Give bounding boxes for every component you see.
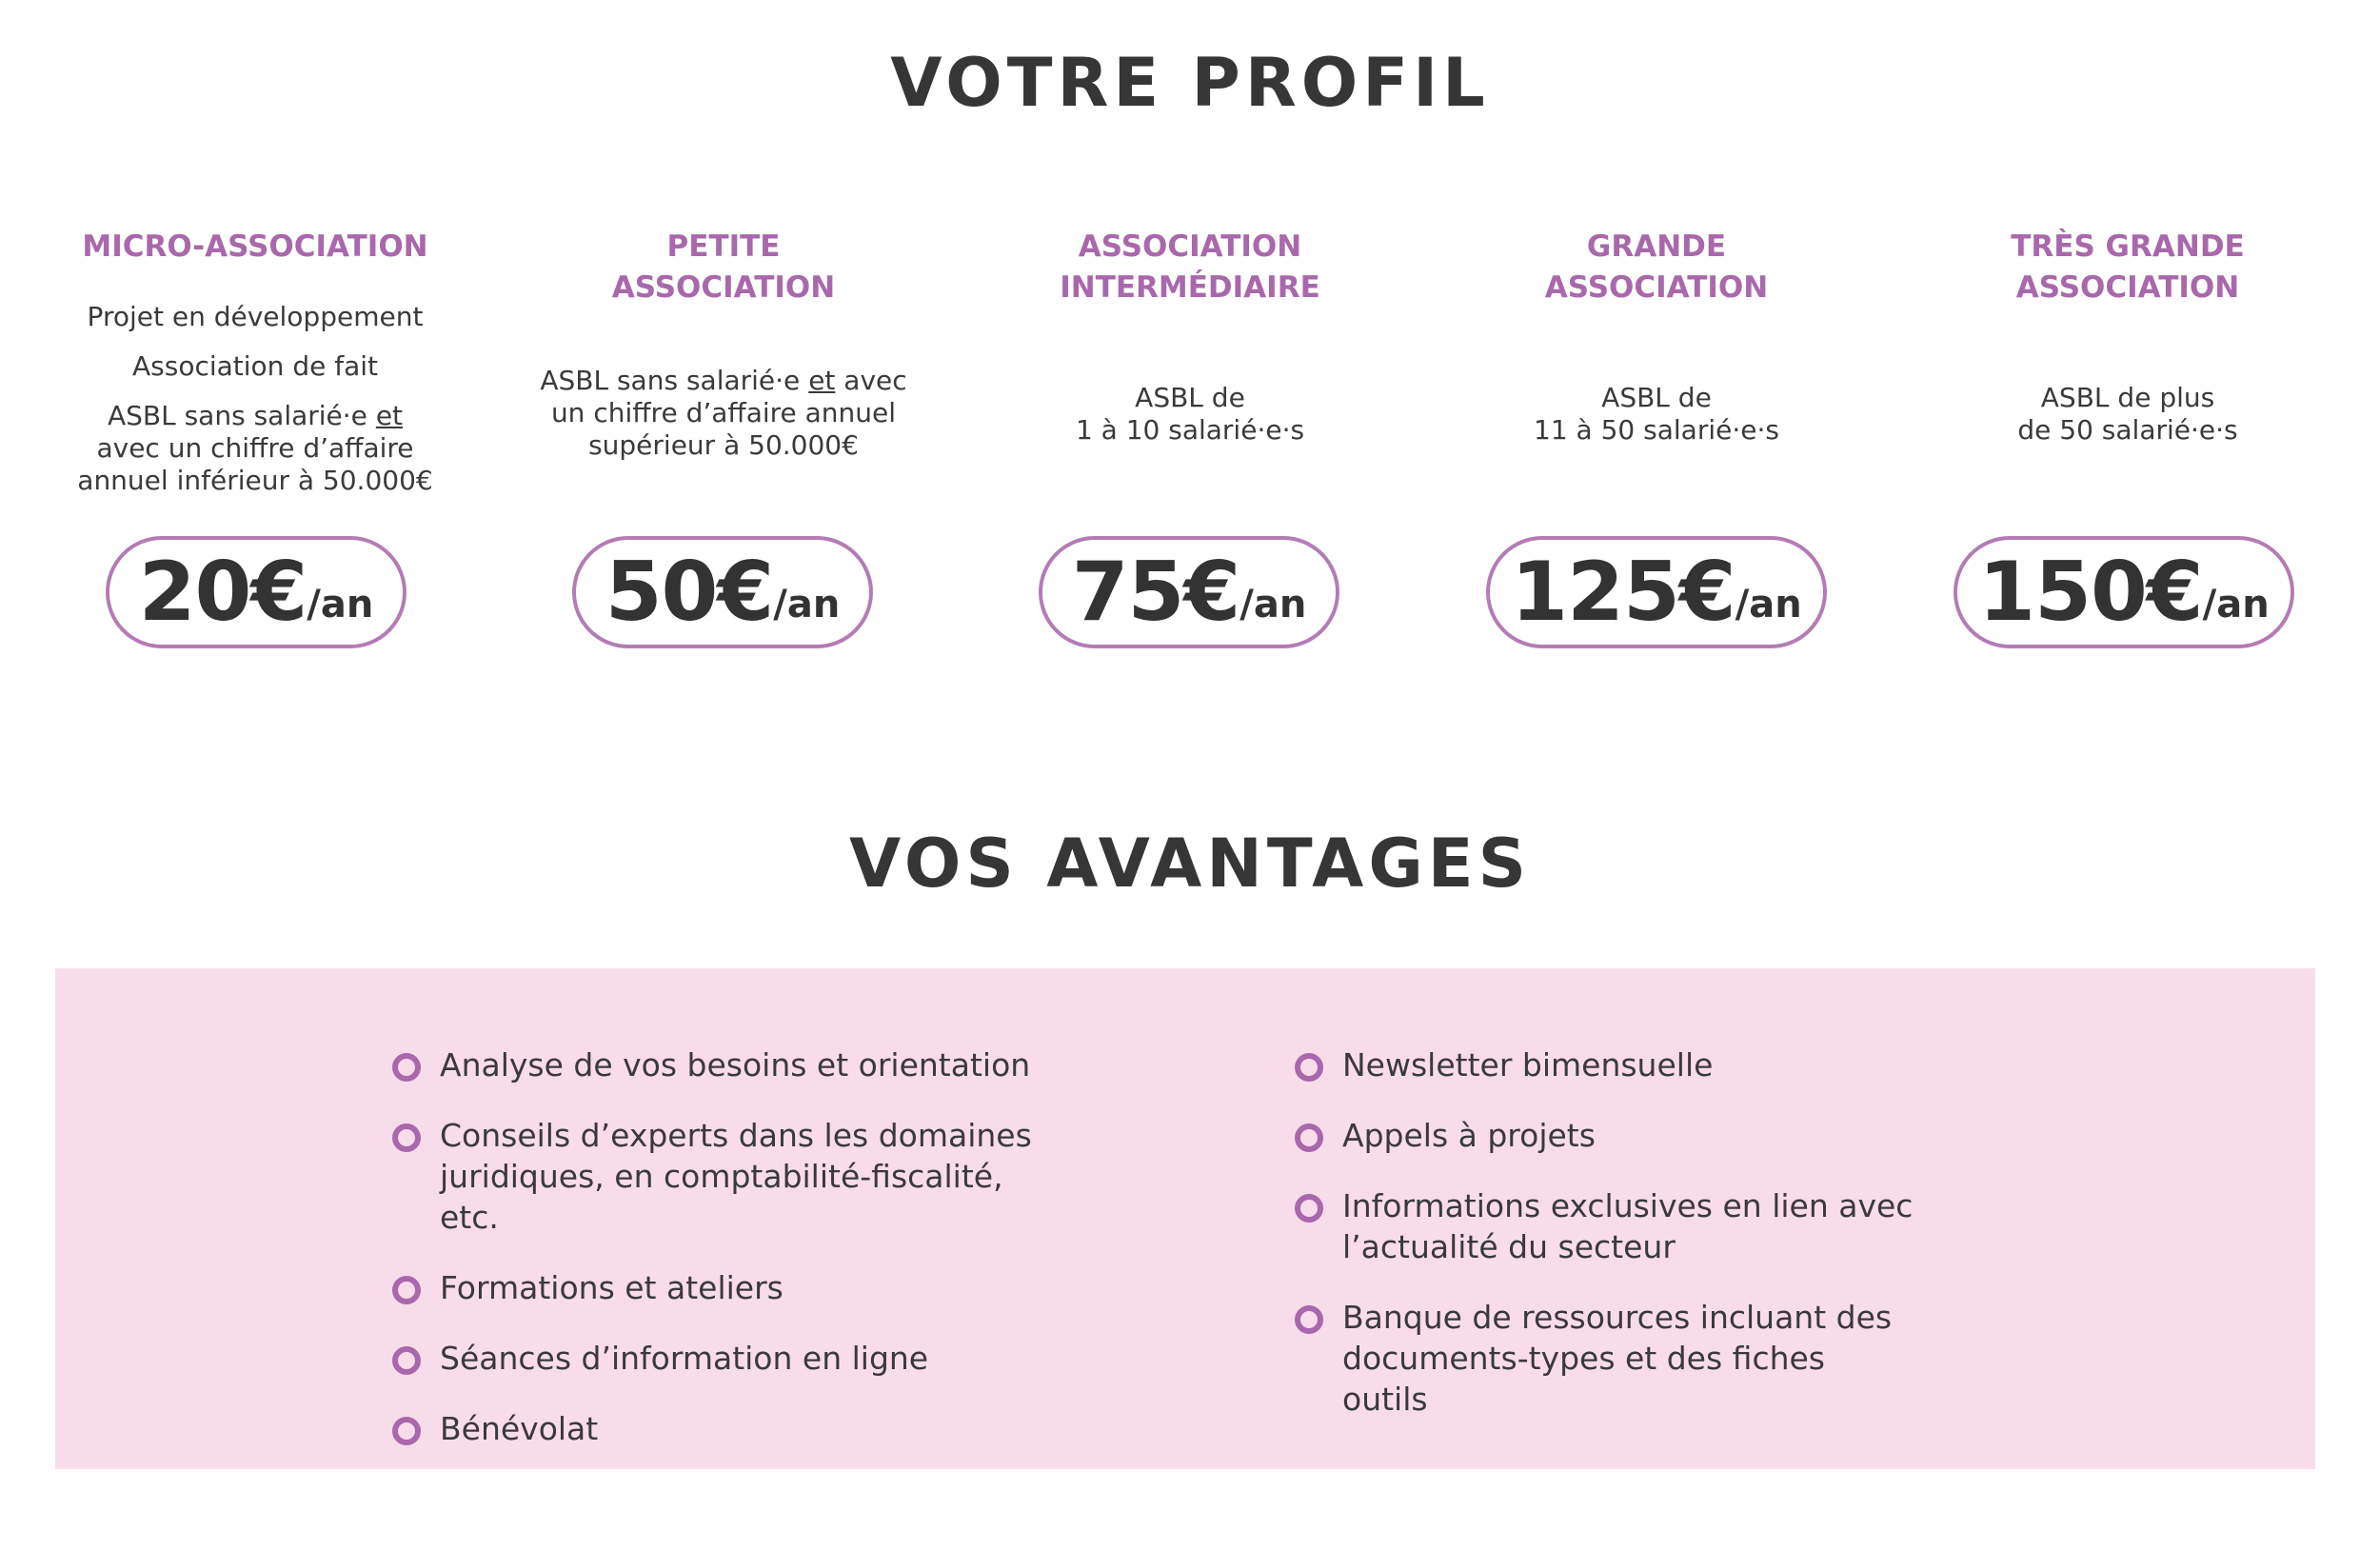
price-amount: 20€ — [138, 545, 307, 640]
profile-name-line: ASSOCIATION — [2015, 270, 2240, 305]
circle-bullet-icon — [392, 1276, 421, 1304]
profile-name-line: PETITE — [666, 229, 781, 264]
price-amount: 125€ — [1511, 545, 1735, 640]
price-pill-petite — [572, 536, 873, 648]
profile-description — [1438, 382, 1875, 447]
profile-card-tres-grande — [1909, 227, 2347, 446]
profile-desc-line: Association de fait — [131, 350, 378, 382]
profile-name-line: ASSOCIATION — [1544, 270, 1769, 305]
circle-bullet-icon — [1295, 1305, 1323, 1334]
profile-name — [36, 227, 474, 268]
profile-card-intermediaire — [971, 227, 1409, 446]
price-unit: /an — [1735, 583, 1802, 626]
price-amount: 150€ — [1978, 545, 2203, 640]
profile-description — [1909, 382, 2347, 447]
profile-card-micro — [36, 227, 474, 496]
profile-section-title: VOTRE PROFIL — [890, 44, 1490, 122]
profile-name-line: ASSOCIATION — [611, 270, 836, 305]
circle-bullet-icon — [392, 1346, 421, 1375]
profile-description — [971, 382, 1409, 447]
price-unit: /an — [1240, 583, 1307, 626]
price-pill-micro — [106, 536, 407, 648]
benefits-list-right — [1295, 1044, 1914, 1449]
profile-desc-line: de 50 salarié·e·s — [2017, 414, 2238, 446]
profile-name-line: INTERMÉDIAIRE — [1060, 270, 1320, 305]
profile-desc-line: ASBL de plus — [2040, 382, 2215, 413]
profile-name — [505, 227, 942, 308]
profile-name-line: MICRO-ASSOCIATION — [82, 229, 428, 264]
profile-name — [1909, 227, 2347, 308]
profile-desc-line: ASBL sans salarié·e et avec un chiffre d’affaire annuel supérieur à 50.000€ — [540, 365, 907, 461]
profile-description — [36, 301, 474, 497]
benefits-section-title: VOS AVANTAGES — [848, 825, 1532, 903]
profile-description — [505, 365, 942, 462]
price-unit: /an — [2202, 583, 2270, 626]
benefits-list-left — [392, 1044, 1040, 1479]
list-item: Conseils d’experts dans les domaines juridiques, en comptabilité-fiscalité, etc. — [392, 1115, 1040, 1238]
benefits-panel — [55, 968, 2315, 1469]
profile-name-line: ASSOCIATION — [1078, 229, 1302, 264]
circle-bullet-icon — [1295, 1194, 1323, 1223]
price-unit: /an — [307, 583, 374, 626]
list-item: Séances d’information en ligne — [392, 1338, 1040, 1379]
circle-bullet-icon — [1295, 1123, 1323, 1152]
price-pill-grande — [1486, 536, 1827, 648]
profile-card-grande — [1438, 227, 1875, 446]
profile-name — [971, 227, 1409, 308]
profile-desc-line: 1 à 10 salarié·e·s — [1075, 414, 1305, 446]
profile-card-petite — [505, 227, 942, 461]
profile-name-line: TRÈS GRANDE — [2011, 229, 2245, 264]
profile-desc-line: ASBL sans salarié·e et avec un chiffre d’affaire annuel inférieur à 50.000€ — [77, 400, 433, 496]
profile-desc-line: ASBL de — [1601, 382, 1712, 413]
list-item: Newsletter bimensuelle — [1295, 1044, 1914, 1085]
price-pill-tres-grande — [1954, 536, 2294, 648]
circle-bullet-icon — [392, 1417, 421, 1445]
price-pill-intermediaire — [1039, 536, 1339, 648]
list-item: Bénévolat — [392, 1408, 1040, 1449]
price-amount: 50€ — [605, 545, 774, 640]
profile-desc-line: 11 à 50 salarié·e·s — [1534, 414, 1779, 446]
profile-desc-line: ASBL de — [1135, 382, 1245, 413]
price-amount: 75€ — [1071, 545, 1240, 640]
list-item: Appels à projets — [1295, 1115, 1914, 1156]
profile-name — [1438, 227, 1875, 308]
list-item: Informations exclusives en lien avec l’actualité du secteur — [1295, 1185, 1914, 1267]
list-item: Analyse de vos besoins et orientation — [392, 1044, 1040, 1085]
profile-desc-line: Projet en développement — [87, 301, 424, 332]
list-item: Banque de ressources incluant des documents-types et des fiches outils — [1295, 1297, 1914, 1420]
price-unit: /an — [773, 583, 841, 626]
circle-bullet-icon — [392, 1053, 421, 1082]
list-item: Formations et ateliers — [392, 1267, 1040, 1308]
circle-bullet-icon — [392, 1123, 421, 1152]
circle-bullet-icon — [1295, 1053, 1323, 1082]
profile-name-line: GRANDE — [1586, 229, 1727, 264]
